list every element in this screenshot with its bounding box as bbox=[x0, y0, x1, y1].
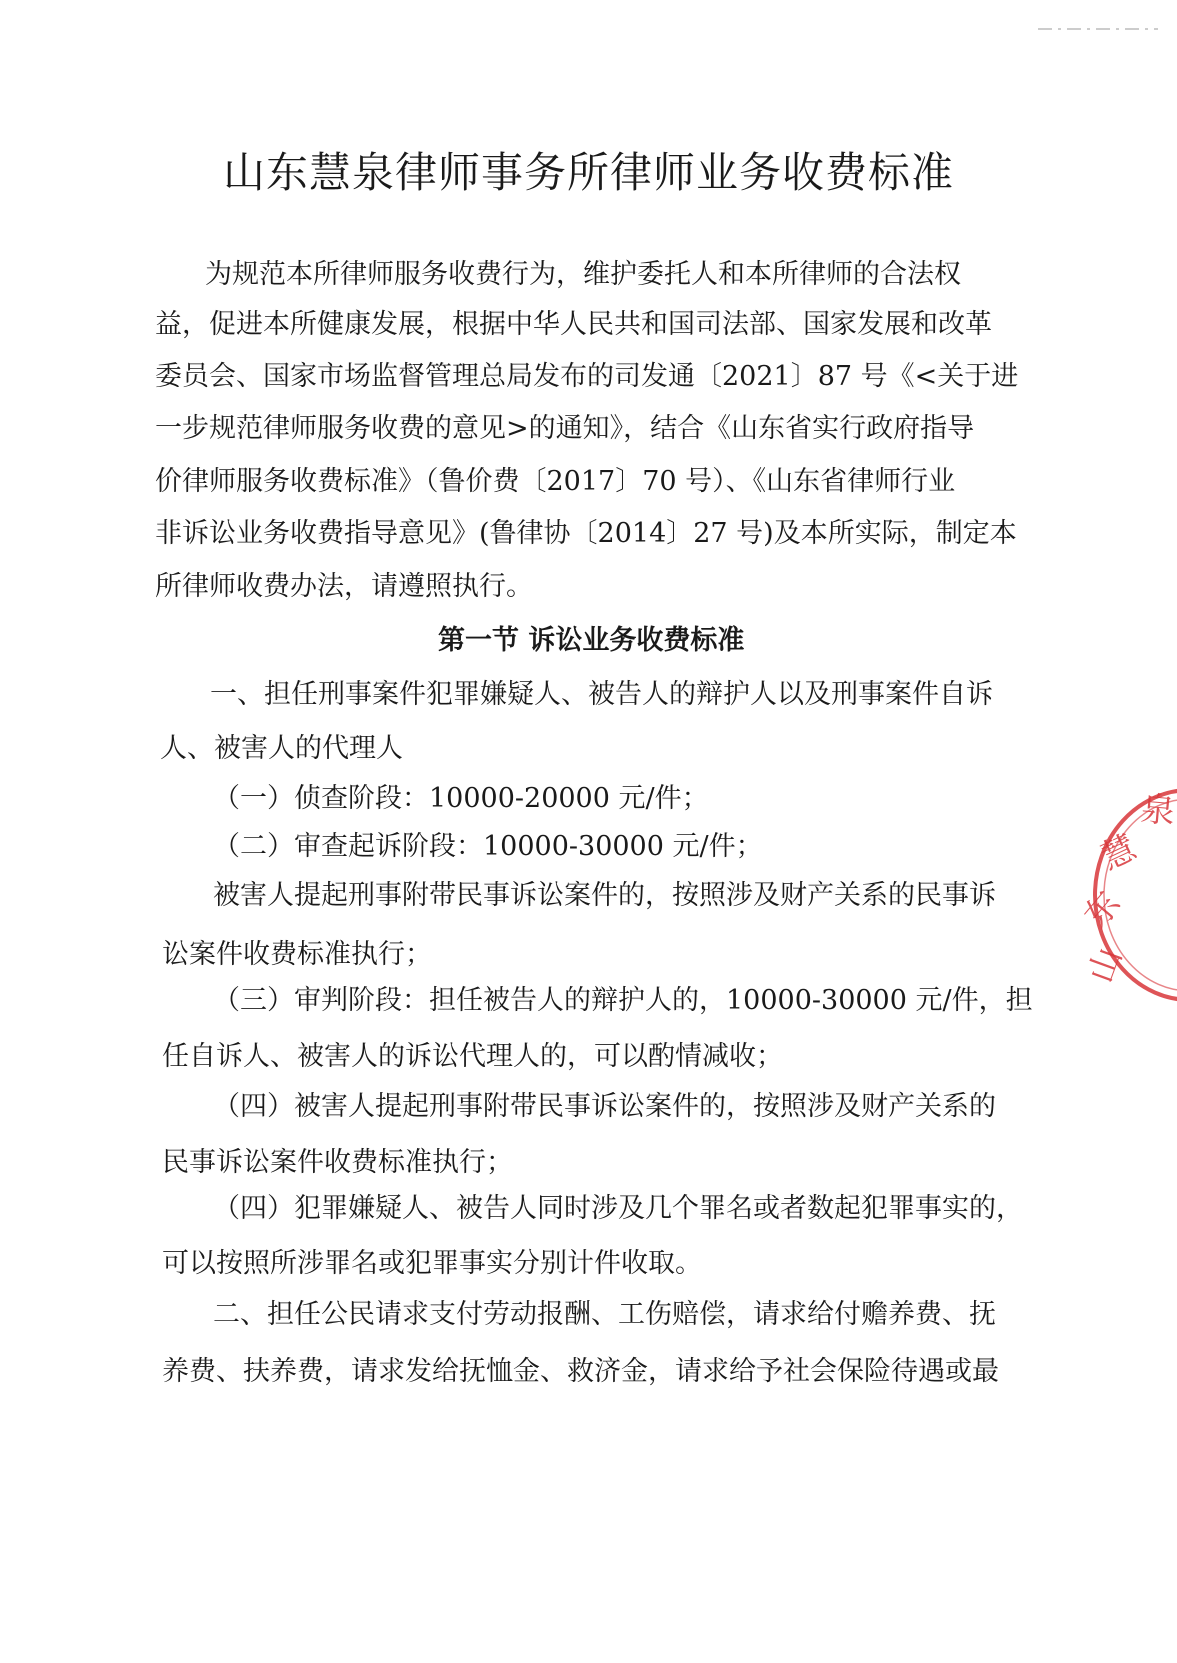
paragraph-line: （四）犯罪嫌疑人、被告人同时涉及几个罪名或者数起犯罪事实的， bbox=[213, 1193, 1023, 1224]
seal-char: 山 bbox=[1080, 942, 1131, 989]
paragraph-line: 被害人提起刑事附带民事诉讼案件的，按照涉及财产关系的民事诉 bbox=[213, 880, 996, 911]
paragraph-line: 可以按照所涉罪名或犯罪事实分别计件收取。 bbox=[162, 1248, 702, 1279]
paragraph-line: 非诉讼业务收费指导意见》(鲁律协〔2014〕27 号)及本所实际，制定本 bbox=[155, 518, 1017, 549]
paragraph-line: 养费、扶养费，请求发给抚恤金、救济金，请求给予社会保险待遇或最 bbox=[162, 1356, 999, 1387]
seal-char: 慧 bbox=[1094, 827, 1143, 879]
scan-artifact bbox=[1038, 18, 1158, 26]
section-heading: 第一节 诉讼业务收费标准 bbox=[438, 625, 745, 656]
paragraph-line: （三）审判阶段：担任被告人的辩护人的，10000-30000 元/件，担 bbox=[213, 985, 1033, 1016]
paragraph-line: 委员会、国家市场监督管理总局发布的司发通〔2021〕87 号《<关于进 bbox=[155, 361, 1019, 392]
paragraph-line: 二、担任公民请求支付劳动报酬、工伤赔偿，请求给付赡养费、抚 bbox=[213, 1299, 996, 1330]
seal-char: 泉 bbox=[1139, 789, 1177, 832]
paragraph-line: 价律师服务收费标准》（鲁价费〔2017〕70 号）、《山东省律师行业 bbox=[155, 466, 956, 497]
paragraph-line: 讼案件收费标准执行； bbox=[162, 939, 432, 970]
paragraph-line: 人、被害人的代理人 bbox=[160, 733, 403, 764]
paragraph-line: （一）侦查阶段：10000-20000 元/件； bbox=[213, 783, 709, 814]
paragraph-line: 为规范本所律师服务收费行为，维护委托人和本所律师的合法权 bbox=[205, 259, 961, 290]
paragraph-line: （二）审查起诉阶段：10000-30000 元/件； bbox=[213, 831, 763, 862]
paragraph-line: 任自诉人、被害人的诉讼代理人的，可以酌情减收； bbox=[162, 1041, 783, 1072]
document-title: 山东慧泉律师事务所律师业务收费标准 bbox=[222, 148, 954, 197]
seal-char: 东 bbox=[1080, 884, 1129, 936]
paragraph-line: 一步规范律师服务收费的意见>的通知》，结合《山东省实行政府指导 bbox=[155, 413, 975, 444]
paragraph-line: 民事诉讼案件收费标准执行； bbox=[162, 1147, 513, 1178]
paragraph-line: 益，促进本所健康发展，根据中华人民共和国司法部、国家发展和改革 bbox=[155, 309, 992, 340]
official-seal bbox=[1080, 780, 1177, 1010]
paragraph-line: （四）被害人提起刑事附带民事诉讼案件的，按照涉及财产关系的 bbox=[213, 1091, 996, 1122]
paragraph-line: 所律师收费办法，请遵照执行。 bbox=[155, 571, 533, 602]
paragraph-line: 一、担任刑事案件犯罪嫌疑人、被告人的辩护人以及刑事案件自诉 bbox=[210, 679, 993, 710]
